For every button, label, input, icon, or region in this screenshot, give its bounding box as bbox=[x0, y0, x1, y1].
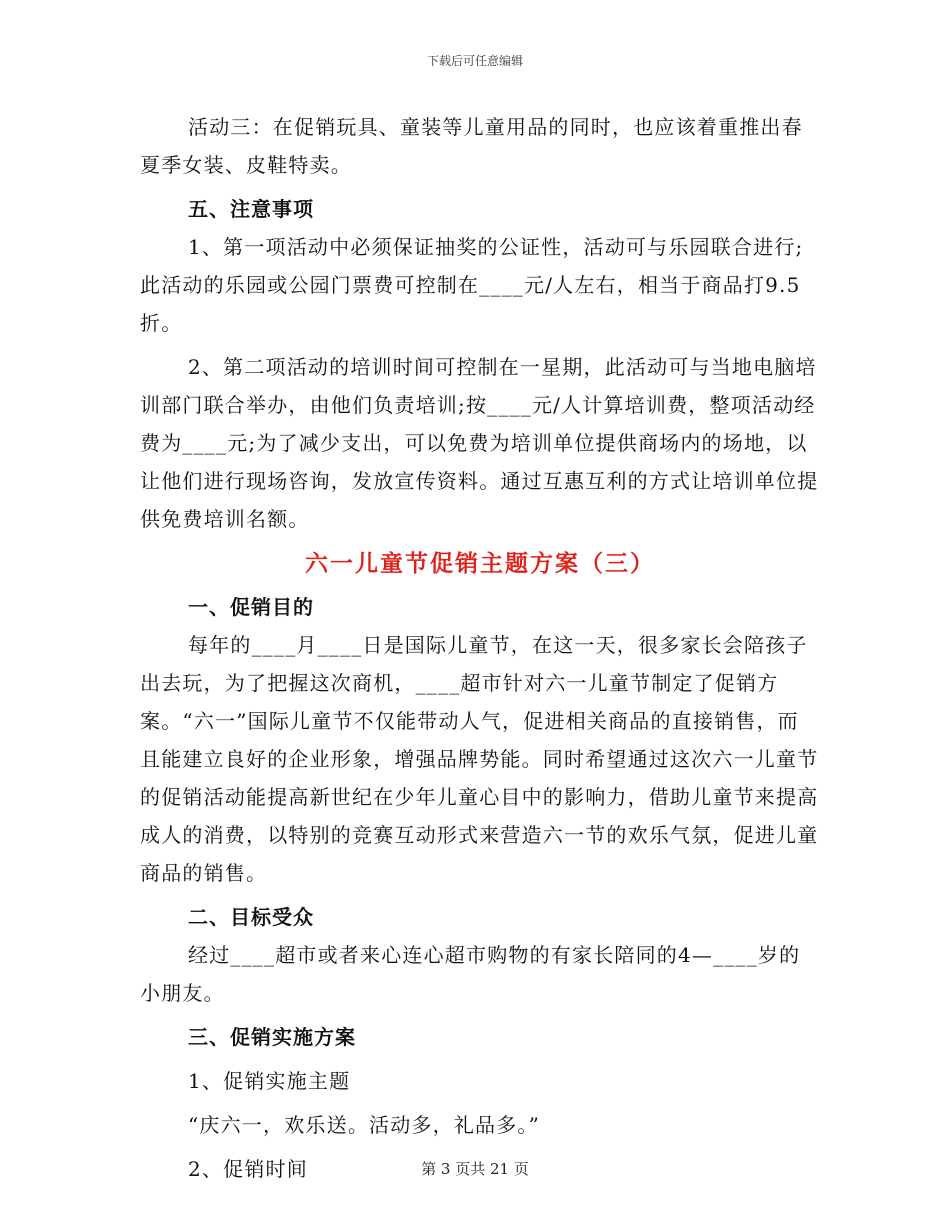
section-3-theme: “庆六一，欢乐送。活动多，礼品多。” bbox=[188, 1113, 541, 1137]
section-2-paragraph: 经过____超市或者来心连心超市购物的有家长陪同的4—____岁的小朋友。 bbox=[140, 943, 801, 1005]
section-3-heading: 三、促销实施方案 bbox=[188, 1025, 356, 1049]
page-footer: 第 3 页共 21 页 bbox=[421, 1160, 529, 1178]
section-3-item-2: 2、促销时间 bbox=[188, 1157, 308, 1181]
section-5-heading: 五、注意事项 bbox=[188, 197, 314, 221]
section-1-paragraph: 每年的____月____日是国际儿童节，在这一天，很多家长会陪孩子出去玩，为了把握这次商机，____超市针对六一儿童节制定了促销方案。“六一”国际儿童节不仅能带动人气，促进相关商品的直接销售，而且能建立良好的企业形象，增强品牌势能。同时希望通过这次六一儿童节的促销活动能提高新世纪在少年儿童心目中的影响力，借助儿童节来提高成人的消费，以特别的竞赛互动形式来营造六一节的欢乐气氛，促进儿童商品的销售。 bbox=[140, 633, 819, 885]
note-1-paragraph: 1、第一项活动中必须保证抽奖的公证性，活动可与乐园联合进行;此活动的乐园或公园门票费可控制在____元/人左右，相当于商品打9.5折。 bbox=[140, 235, 804, 335]
document-title: 六一儿童节促销主题方案（三） bbox=[305, 550, 655, 577]
section-2-heading: 二、目标受众 bbox=[188, 905, 314, 929]
page-header-note: 下载后可任意编辑 bbox=[426, 54, 523, 68]
section-3-item-1: 1、促销实施主题 bbox=[188, 1069, 351, 1093]
activity-3-paragraph: 活动三：在促销玩具、童装等儿童用品的同时，也应该着重推出春夏季女装、皮鞋特卖。 bbox=[140, 115, 803, 177]
section-1-heading: 一、促销目的 bbox=[188, 595, 314, 619]
note-2-paragraph: 2、第二项活动的培训时间可控制在一星期，此活动可与当地电脑培训部门联合举办，由他们负责培训;按____元/人计算培训费，整项活动经费为____元;为了减少支出，可以免费为培训单位提供商场内的场地，以让他们进行现场咨询，发放宣传资料。通过互惠互利的方式让培训单位提供免费培训名额。 bbox=[140, 355, 819, 531]
document-body bbox=[140, 108, 820, 1188]
